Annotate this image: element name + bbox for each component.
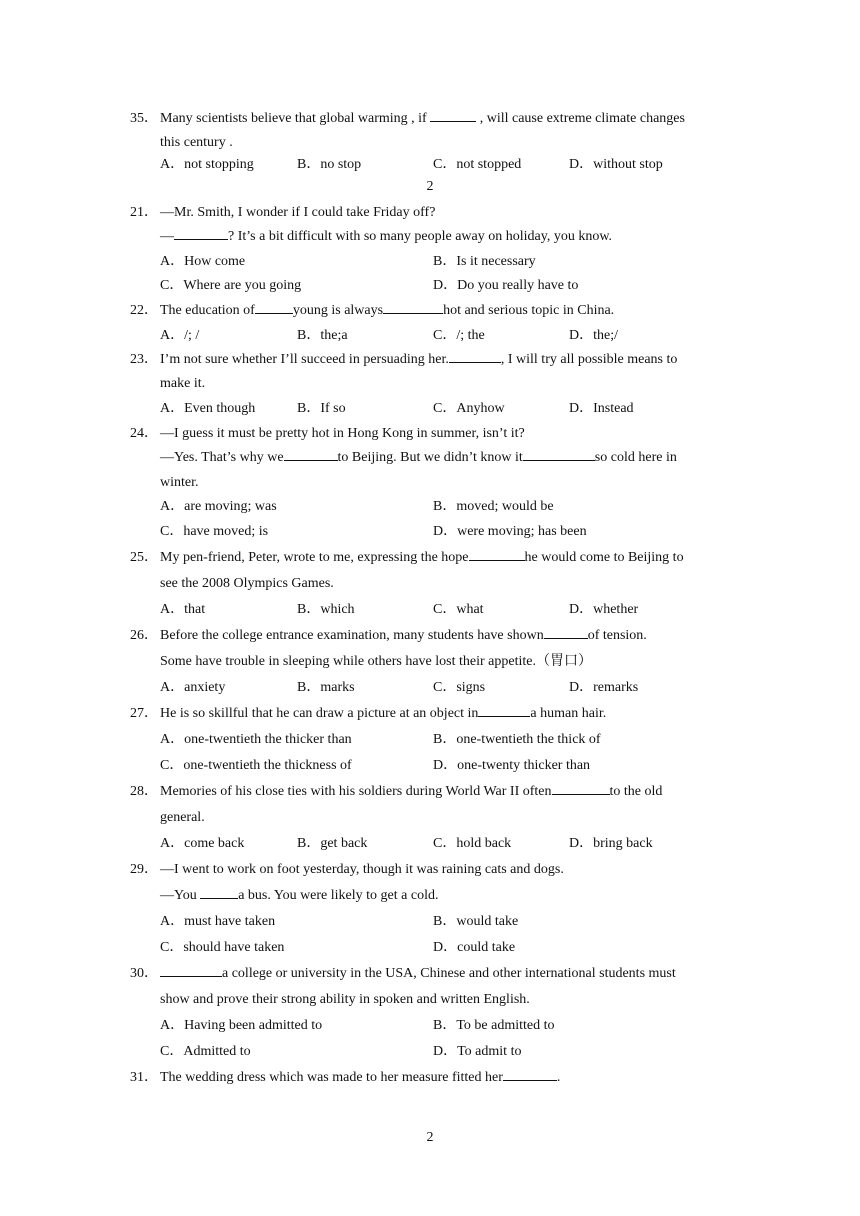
question-number: 22．: [130, 303, 158, 318]
option-a: A．must have taken: [160, 914, 276, 929]
option-d: D．Instead: [569, 401, 634, 416]
option-d: D．bring back: [569, 836, 653, 851]
option-c: C．what: [433, 602, 484, 617]
question-number: 27．: [130, 706, 158, 721]
answer-blank: [430, 107, 476, 122]
option-b: B．which: [297, 602, 355, 617]
question-28: 28． Memories of his close ties with his soldiers during World War II often to the old: [130, 780, 734, 804]
question-24-line3: winter.: [160, 475, 199, 490]
option-a: A．that: [160, 602, 206, 617]
question-23-options: [160, 397, 734, 421]
option-b: B．moved; would be: [433, 499, 554, 514]
question-29-line2: —You a bus. You were likely to get a cold.: [160, 884, 734, 908]
answer-blank: [383, 299, 443, 314]
option-c: C．Admitted to: [160, 1044, 251, 1059]
question-21-options-row1: [160, 250, 734, 274]
question-35-options: [160, 153, 734, 177]
question-35-line2: this century .: [160, 135, 233, 150]
question-22-options: [160, 324, 734, 348]
option-c: C．not stopped: [433, 157, 522, 172]
question-23: 23． I’m not sure whether I’ll succeed in persuading her. , I will try all possible means to: [130, 348, 734, 372]
question-21-line2: — ? It’s a bit difficult with so many people away on holiday, you know.: [160, 225, 734, 249]
option-c: C．signs: [433, 680, 486, 695]
answer-blank: [200, 884, 238, 899]
question-26-options: [160, 676, 734, 700]
option-a: A．Having been admitted to: [160, 1018, 323, 1033]
question-number: 29．: [130, 862, 158, 877]
option-b: B．get back: [297, 836, 368, 851]
question-24-options-row1: [160, 495, 734, 519]
answer-blank: [478, 702, 530, 717]
option-a: A．not stopping: [160, 157, 254, 172]
question-29: 29． —I went to work on foot yesterday, though it was raining cats and dogs.: [130, 858, 734, 882]
page-marker: 2: [426, 179, 434, 194]
question-21-options-row2: [160, 274, 734, 298]
question-26: 26． Before the college entrance examination, many students have shown of tension.: [130, 624, 734, 648]
option-b: B．one-twentieth the thick of: [433, 732, 601, 747]
question-26-line2: Some have trouble in sleeping while others have lost their appetite.（胃口）: [160, 654, 592, 669]
question-27-options-row2: [160, 754, 734, 778]
question-28-options: [160, 832, 734, 856]
option-d: D．remarks: [569, 680, 639, 695]
answer-blank: [449, 348, 501, 363]
option-a: A．How come: [160, 254, 246, 269]
option-d: D．one-twenty thicker than: [433, 758, 591, 773]
question-number: 31．: [130, 1070, 158, 1085]
option-a: A．anxiety: [160, 680, 226, 695]
question-25-line2: see the 2008 Olympics Games.: [160, 576, 334, 591]
question-30-options-row1: [160, 1014, 734, 1038]
question-number: 21．: [130, 205, 158, 220]
answer-blank: [284, 446, 338, 461]
question-24-options-row2: [160, 520, 734, 544]
question-number: 35．: [130, 111, 158, 126]
option-b: B．would take: [433, 914, 519, 929]
answer-blank: [160, 962, 222, 977]
option-d: D．To admit to: [433, 1044, 522, 1059]
option-c: C．should have taken: [160, 940, 285, 955]
option-a: A．come back: [160, 836, 245, 851]
option-c: C．Anyhow: [433, 401, 505, 416]
answer-blank: [544, 624, 588, 639]
question-28-line2: general.: [160, 810, 205, 825]
option-b: B．the;a: [297, 328, 348, 343]
option-c: C．Where are you going: [160, 278, 302, 293]
option-c: C．have moved; is: [160, 524, 269, 539]
question-number: 25．: [130, 550, 158, 565]
answer-blank: [523, 446, 595, 461]
option-b: B．If so: [297, 401, 346, 416]
option-b: B．To be admitted to: [433, 1018, 555, 1033]
option-a: A．are moving; was: [160, 499, 277, 514]
question-number: 24．: [130, 426, 158, 441]
option-d: D．without stop: [569, 157, 663, 172]
question-24: 24． —I guess it must be pretty hot in Hong Kong in summer, isn’t it?: [130, 422, 734, 446]
answer-blank: [469, 546, 525, 561]
option-a: A．one-twentieth the thicker than: [160, 732, 352, 747]
question-24-line2: —Yes. That’s why we to Beijing. But we didn’t know it so cold here in: [160, 446, 734, 470]
answer-blank: [503, 1066, 557, 1081]
question-number: 26．: [130, 628, 158, 643]
question-29-options-row2: [160, 936, 734, 960]
option-c: C．hold back: [433, 836, 512, 851]
question-23-line2: make it.: [160, 376, 206, 391]
question-number: 23．: [130, 352, 158, 367]
question-27: 27． He is so skillful that he can draw a picture at an object in a human hair.: [130, 702, 734, 726]
option-c: C．/; the: [433, 328, 485, 343]
option-c: C．one-twentieth the thickness of: [160, 758, 352, 773]
question-number: 30．: [130, 966, 158, 981]
option-d: D．could take: [433, 940, 516, 955]
question-30-line2: show and prove their strong ability in spoken and written English.: [160, 992, 530, 1007]
question-25: 25． My pen-friend, Peter, wrote to me, expressing the hope he would come to Beijing to: [130, 546, 734, 570]
option-b: B．marks: [297, 680, 355, 695]
question-25-options: [160, 598, 734, 622]
question-21: 21． —Mr. Smith, I wonder if I could take Friday off?: [130, 201, 734, 225]
question-number: 28．: [130, 784, 158, 799]
option-a: A．/; /: [160, 328, 200, 343]
question-30: 30． a college or university in the USA, Chinese and other international students must: [130, 962, 734, 986]
option-a: A．Even though: [160, 401, 256, 416]
option-d: D．Do you really have to: [433, 278, 579, 293]
page-number: 2: [426, 1130, 434, 1145]
option-d: D．the;/: [569, 328, 618, 343]
answer-blank: [255, 299, 293, 314]
question-29-options-row1: [160, 910, 734, 934]
question-35: 35． Many scientists believe that global warming , if , will cause extreme climate changes: [130, 107, 734, 131]
question-22: 22． The education of young is always hot and serious topic in China.: [130, 299, 734, 323]
question-27-options-row1: [160, 728, 734, 752]
answer-blank: [174, 225, 228, 240]
option-b: B．Is it necessary: [433, 254, 536, 269]
option-d: D．were moving; has been: [433, 524, 587, 539]
question-30-options-row2: [160, 1040, 734, 1064]
option-b: B．no stop: [297, 157, 362, 172]
option-d: D．whether: [569, 602, 639, 617]
question-31: 31． The wedding dress which was made to her measure fitted her .: [130, 1066, 734, 1090]
answer-blank: [552, 780, 610, 795]
